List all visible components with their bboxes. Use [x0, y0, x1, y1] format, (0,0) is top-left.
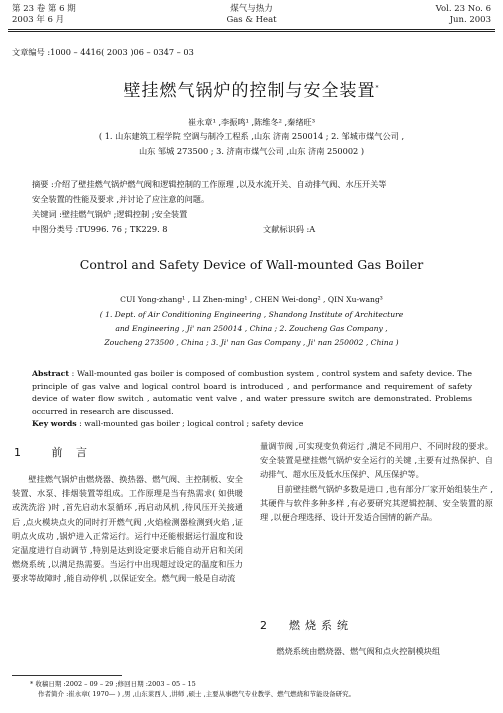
abstract-en-label: Abstract: [32, 369, 70, 378]
right-paragraph-2: 目前壁挂燃气锅炉多数是进口 ,也有部分厂家开始组装生产 ,其硬件与软件多种多样 ,有必要研究其逻辑控制、安全装置的原理 ,以便合理选择、设计开发适合国情的新产品。: [260, 483, 493, 523]
date-cn: 2003 年 6 月: [12, 15, 65, 25]
right-paragraph-3: 燃烧系统由燃烧器、燃气阀和点火控制模块组: [276, 646, 441, 656]
footnote-author-bio: 作者简介 :崔永章( 1970— ) ,男 ,山东莱西人 ,讲师 ,硕士 ,主要从事燃气专业教学、燃气燃烧和节能设备研究。: [38, 690, 356, 698]
title-footnote-mark: *: [375, 84, 380, 92]
affiliation-en-line3: Zoucheng 273500 , China ; 3. Ji' nan Gas Company , Ji' nan 250002 , China ): [104, 338, 399, 347]
affiliation-en-line1: ( 1. Dept. of Air Conditioning Engineering , Shandong Institute of Architecture: [99, 310, 404, 319]
article-number: 文章编号 :1000 – 4416( 2003 )06 – 0347 – 03: [12, 47, 194, 57]
authors-cn: 崔永章¹ ,李振鸣¹ ,陈维冬² ,秦绪旺³: [188, 117, 315, 127]
journal-name-en: Gas & Heat: [226, 15, 277, 25]
abstract-en-text: : Wall-mounted gas boiler is composed of combustion system , control system and safety device. The principle of gas valve and logical control board is introduced , and performance and requirement of safety device of water flow switch , automatic vent valve , and water pressure switch are demonstrated. Problems occurred in research are discussed.: [32, 369, 472, 416]
affiliation-en-line2: and Engineering , Ji' nan 250014 , China ; 2. Zoucheng Gas Company ,: [115, 324, 388, 333]
keywords-en-label: Key words: [32, 419, 77, 428]
right-column-continued: [260, 644, 493, 658]
volume-issue-en: Vol. 23 No. 6: [435, 4, 491, 14]
section-1-title: 前 言: [51, 446, 92, 459]
document-code: 文献标识码 :A: [263, 224, 316, 234]
date-en: Jun. 2003: [449, 15, 491, 25]
left-column: [12, 472, 243, 586]
section-1-number: 1: [14, 446, 26, 459]
footnote-received: * 收稿日期 :2002 – 09 – 29 ;修回日期 :2003 – 05 – 15: [30, 680, 196, 688]
title-cn-text: 壁挂燃气锅炉的控制与安全装置: [123, 81, 376, 101]
keywords-en: [32, 418, 472, 431]
section-2-heading: [260, 617, 353, 633]
footnote-rule: [12, 675, 122, 676]
section-1-heading: [14, 444, 92, 460]
title-en: Control and Safety Device of Wall-mounted Gas Boiler: [79, 257, 424, 272]
journal-name-cn: 煤气与热力: [230, 4, 273, 14]
authors-en: CUI Yong-zhang¹ , LI Zhen-ming¹ , CHEN Wei-dong² , QIN Xu-wang³: [120, 295, 383, 304]
keywords-cn: 关键词 :壁挂燃气锅炉 ;逻辑控制 ;安全装置: [32, 209, 188, 219]
affiliation-cn-line2: 山东 邹城 273500 ; 3. 济南市煤气公司 ,山东 济南 250002 ): [138, 146, 365, 156]
section-2-number: 2: [260, 619, 272, 632]
abstract-cn-line1: 摘要 :介绍了壁挂燃气锅炉燃气阀和逻辑控制的工作原理 ,以及水流开关、自动排气阀、水压开关等: [32, 179, 387, 189]
title-cn: [0, 76, 503, 101]
clc-number: 中图分类号 :TU996. 76 ; TK229. 8: [32, 224, 168, 234]
affiliation-cn-line1: ( 1. 山东建筑工程学院 空调与制冷工程系 ,山东 济南 250014 ; 2. 邹城市煤气公司 ,: [98, 131, 405, 141]
section-2-title: 燃烧系统: [289, 619, 353, 632]
header-rule-top: [8, 29, 495, 30]
right-column: [260, 439, 493, 524]
keywords-en-text: : wall-mounted gas boiler ; logical control ; safety device: [76, 419, 304, 428]
intro-paragraph: 壁挂燃气锅炉由燃烧器、换热器、燃气阀、主控制板、安全装置、水泵、排烟装置等组成。工作原理是当有热需求( 如供暖或洗洗浴 )时 ,首先启动水泵循环 ,再启动风机 ,待风压开关接通后 ,点火模块点火的同时打开燃气阀 ,火焰检测器检测到火焰 ,证明点火成功 ,锅炉进入正常运行。运行中还能根据运行温度和设定温度进行自动调节 ,特别是达到设定要求后能自动开启和关闭燃烧系统 ,以满足热需要。当运行中出现超过设定的温度和压力要求等故障时 ,能自动停机 ,以保证安全。燃气阀一般是自动流: [12, 474, 243, 584]
volume-issue-cn: 第 23 卷 第 6 期: [12, 4, 76, 14]
abstract-cn-line2: 安全装置的性能及要求 ,并讨论了应注意的问题。: [32, 194, 210, 204]
abstract-en: [32, 368, 472, 418]
header-rule-bottom: [8, 31, 495, 32]
right-paragraph-1: 量调节阀 ,可实现变负荷运行 ,满足不同用户、不同时段的要求。安全装置是壁挂燃气锅炉安全运行的关键 ,主要有过热保护、自动排气、超水压及低水压保护、风压保护等。: [260, 441, 493, 480]
